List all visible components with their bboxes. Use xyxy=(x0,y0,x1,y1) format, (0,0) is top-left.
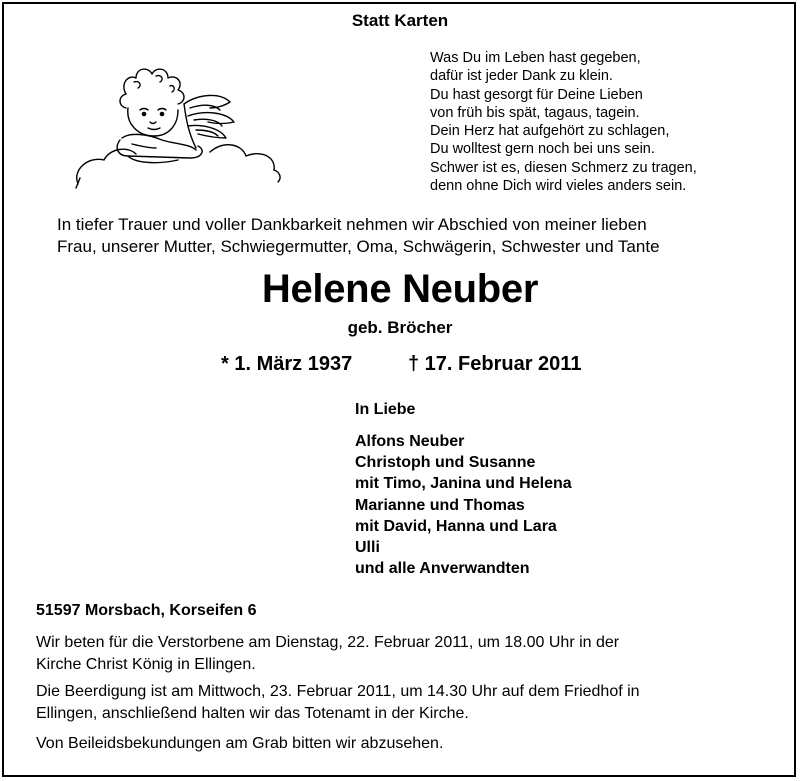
address: 51597 Morsbach, Korseifen 6 xyxy=(36,602,257,619)
poem-line: Was Du im Leben hast gegeben, xyxy=(430,50,641,66)
poem-line: dafür ist jeder Dank zu klein. xyxy=(430,68,613,85)
intro-line: Frau, unserer Mutter, Schwiegermutter, Oma, Schwägerin, Schwester und Tante xyxy=(57,237,660,256)
poem-line: Schwer ist es, diesen Schmerz zu tragen, xyxy=(430,159,697,176)
poem xyxy=(430,49,697,195)
poem-line: von früh bis spät, tagaus, tagein. xyxy=(430,104,640,121)
family-line: mit Timo, Janina und Helena xyxy=(355,475,572,493)
birth-name: geb. Bröcher xyxy=(347,318,453,337)
birth-date: * 1. März 1937 xyxy=(221,353,353,375)
header-statt-karten: Statt Karten xyxy=(351,11,449,30)
family-line: Christoph und Susanne xyxy=(355,454,536,472)
death-date: † 17. Februar 2011 xyxy=(408,353,582,375)
angel-illustration xyxy=(70,60,295,190)
intro-line: In tiefer Trauer und voller Dankbarkeit nehmen wir Abschied von meiner lieben xyxy=(57,215,647,234)
condolence-paragraph xyxy=(36,733,443,755)
paragraph-line: Von Beileidsbekundungen am Grab bitten wir abzusehen. xyxy=(36,735,444,752)
family-list xyxy=(355,431,572,579)
funeral-paragraph xyxy=(36,681,640,725)
poem-line: Du wolltest gern noch bei uns sein. xyxy=(430,141,655,158)
family-line: und alle Anverwandten xyxy=(355,560,530,578)
family-line: mit David, Hanna und Lara xyxy=(355,517,557,535)
in-love-label: In Liebe xyxy=(355,401,416,418)
paragraph-line: Wir beten für die Verstorbene am Dienstag, 22. Februar 2011, um 18.00 Uhr in der xyxy=(36,634,620,651)
family-line: Ulli xyxy=(355,539,380,557)
intro-text xyxy=(57,214,660,258)
paragraph-line: Ellingen, anschließend halten wir das Totenamt in der Kirche. xyxy=(36,705,469,722)
poem-line: Du hast gesorgt für Deine Lieben xyxy=(430,86,643,103)
prayer-paragraph xyxy=(36,632,619,676)
family-line: Marianne und Thomas xyxy=(355,496,525,514)
family-line: Alfons Neuber xyxy=(355,433,465,450)
deceased-name: Helene Neuber xyxy=(261,267,539,311)
poem-line: denn ohne Dich wird vieles anders sein. xyxy=(430,178,687,195)
poem-line: Dein Herz hat aufgehört zu schlagen, xyxy=(430,123,670,140)
paragraph-line: Kirche Christ König in Ellingen. xyxy=(36,656,256,673)
paragraph-line: Die Beerdigung ist am Mittwoch, 23. Februar 2011, um 14.30 Uhr auf dem Friedhof in xyxy=(36,683,640,700)
